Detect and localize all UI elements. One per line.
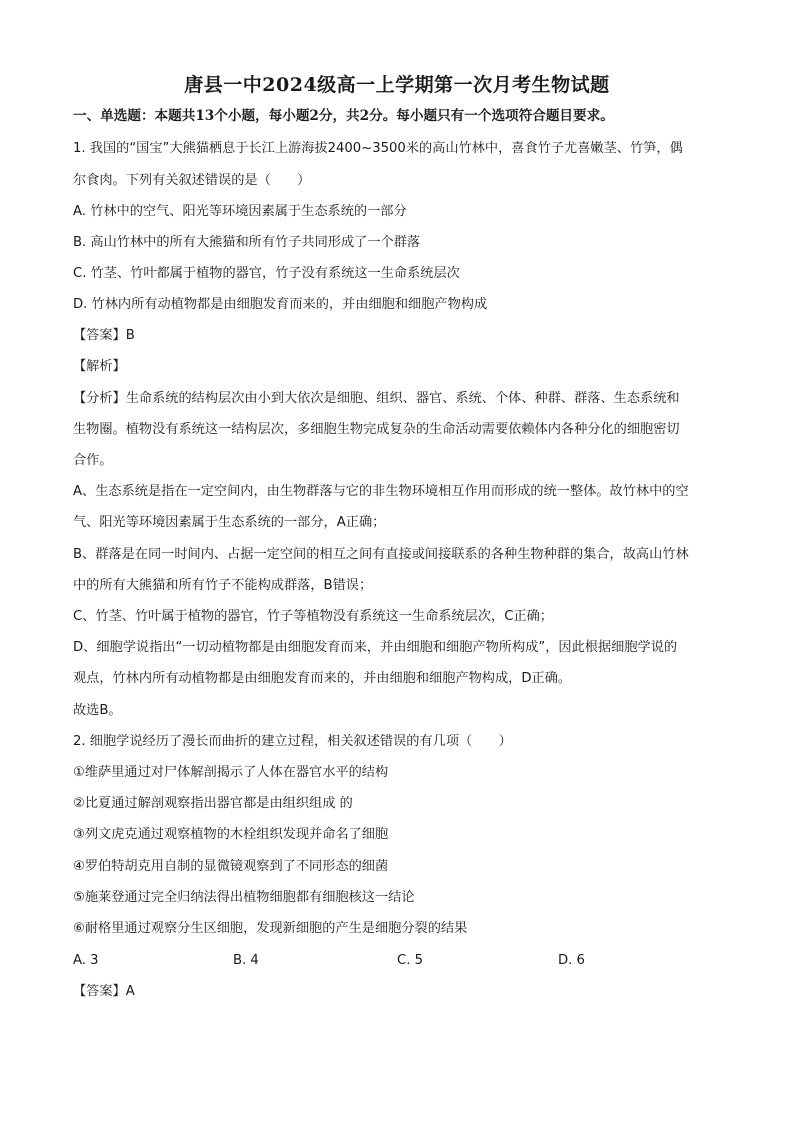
- q1-explanation-a-line2: 气、阳光等环境因素属于生态系统的一部分，A正确；: [73, 515, 386, 530]
- q2-option-a: A. 3: [73, 953, 99, 968]
- q2-item-6: ⑥耐格里通过观察分生区细胞，发现新细胞的产生是细胞分裂的结果: [73, 921, 468, 936]
- q1-option-d: D. 竹林内所有动植物都是由细胞发育而来的，并由细胞和细胞产物构成: [73, 297, 488, 312]
- q1-conclusion: 故选B。: [73, 703, 122, 718]
- q2-answer: 【答案】A: [73, 984, 135, 999]
- q2-item-5: ⑤施莱登通过完全归纳法得出植物细胞都有细胞核这一结论: [73, 890, 415, 905]
- q1-option-c: C. 竹茎、竹叶都属于植物的器官，竹子没有系统这一生命系统层次: [73, 266, 460, 281]
- q1-answer: 【答案】B: [73, 328, 135, 343]
- q2-options-row: [73, 952, 733, 970]
- q2-stem: 2. 细胞学说经历了漫长而曲折的建立过程，相关叙述错误的有几项（ ）: [73, 734, 512, 749]
- q1-explanation-b-line2: 中的所有大熊猫和所有竹子不能构成群落，B错误；: [73, 578, 373, 593]
- q2-option-d: D. 6: [558, 953, 585, 968]
- q1-stem-line2: 尔食肉。下列有关叙述错误的是（ ）: [73, 173, 311, 188]
- q1-stem-line1: 1. 我国的“国宝”大熊猫栖息于长江上游海拔2400~3500米的高山竹林中，喜食竹子尤喜嫩茎、竹笋，偶: [73, 141, 683, 156]
- page-title: 唐县一中2024级高一上学期第一次月考生物试题: [184, 74, 610, 96]
- q1-explanation-d-line2: 观点，竹林内所有动植物都是由细胞发育而来的，并由细胞和细胞产物构成，D正确。: [73, 671, 572, 686]
- q1-analysis-label: 【解析】: [73, 359, 126, 374]
- q1-explanation-b-line1: B、群落是在同一时间内、占据一定空间的相互之间有直接或间接联系的各种生物种群的集合，故高山竹林: [73, 547, 689, 562]
- q2-option-c: C. 5: [397, 953, 423, 968]
- q2-item-4: ④罗伯特胡克用自制的显微镜观察到了不同形态的细菌: [73, 859, 389, 874]
- q1-explanation-d-line1: D、细胞学说指出“一切动植物都是由细胞发育而来，并由细胞和细胞产物所构成”，因此根据细胞学说的: [73, 640, 678, 655]
- q2-option-b: B. 4: [233, 953, 259, 968]
- q1-analysis-line2: 生物圈。植物没有系统这一结构层次，多细胞生物完成复杂的生命活动需要依赖体内各种分化的细胞密切: [73, 422, 680, 437]
- q1-option-b: B. 高山竹林中的所有大熊猫和所有竹子共同形成了一个群落: [73, 235, 421, 250]
- q1-analysis-line3: 合作。: [73, 453, 113, 468]
- q1-explanation-c: C、竹茎、竹叶属于植物的器官，竹子等植物没有系统这一生命系统层次，C正确；: [73, 609, 553, 624]
- q2-item-1: ①维萨里通过对尸体解剖揭示了人体在器官水平的结构: [73, 765, 389, 780]
- q2-item-2: ②比夏通过解剖观察指出器官都是由组织组成 的: [73, 796, 353, 811]
- q1-explanation-a-line1: A、生态系统是指在一定空间内，由生物群落与它的非生物环境相互作用而形成的统一整体。故竹林中的空: [73, 484, 689, 499]
- q2-item-3: ③列文虎克通过观察植物的木栓组织发现并命名了细胞: [73, 827, 389, 842]
- q1-option-a: A. 竹林中的空气、阳光等环境因素属于生态系统的一部分: [73, 204, 407, 219]
- q1-analysis-line1: 【分析】生命系统的结构层次由小到大依次是细胞、组织、器官、系统、个体、种群、群落、生态系统和: [73, 391, 680, 406]
- section-heading: 一、单选题：本题共13个小题，每小题2分，共2分。每小题只有一个选项符合题目要求。: [73, 108, 614, 124]
